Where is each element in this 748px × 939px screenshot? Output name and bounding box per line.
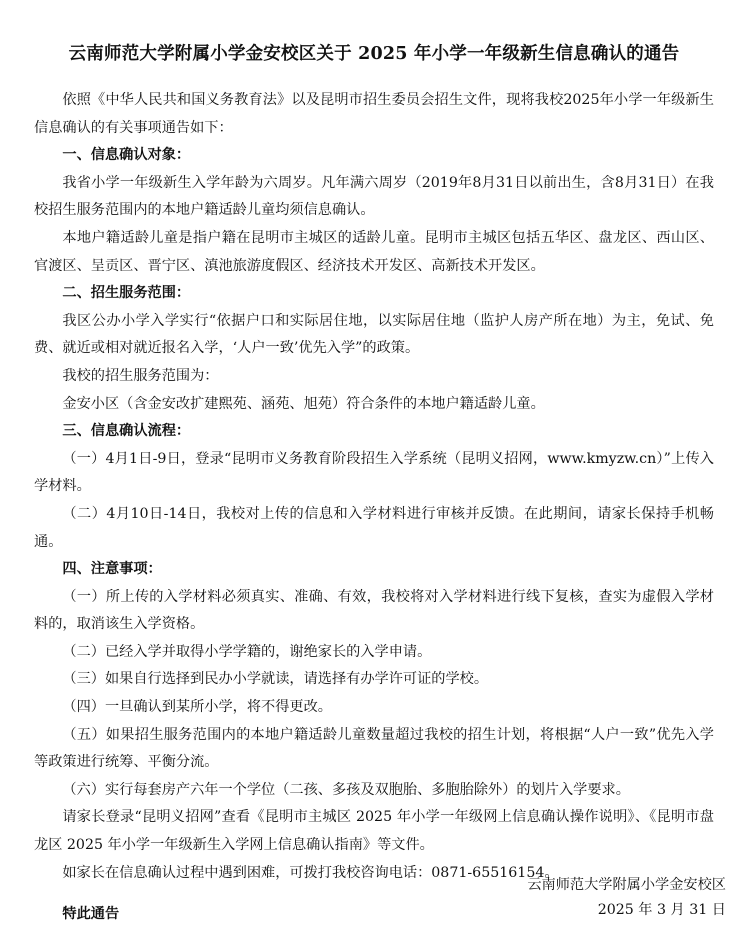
notice-body <box>34 87 714 929</box>
paragraph-area-intro: 我校的招生服务范围为： <box>62 367 219 384</box>
signature-block <box>527 873 726 923</box>
paragraph-age-requirement: 我省小学一年级新生入学年龄为六周岁。凡年满六周岁（2019年8月31日以前出生，含8月31日）在我校招生服务范围内的本地户籍适龄儿童均须信息确认。 <box>34 174 714 219</box>
signature-org: 云南师范大学附属小学金安校区 <box>527 877 726 893</box>
paragraph-note-hotline: 如家长在信息确认过程中遇到困难，可拨打我校咨询电话：0871-65516154。 <box>62 864 559 881</box>
paragraph-note-no-change: （四）一旦确认到某所小学，将不得更改。 <box>62 699 332 716</box>
section-heading-service-area: 二、招生服务范围： <box>62 285 191 302</box>
paragraph-note-website: 请家长登录“昆明义招网”查看《昆明市主城区 2025 年小学一年级网上信息确认操作说明》、《昆明市盘龙区 2025 年小学一年级新生入学网上信息确认指南》等文件。 <box>34 809 714 854</box>
section-heading-targets: 一、信息确认对象： <box>62 147 191 164</box>
paragraph-step-review: （二）4月10日-14日，我校对上传的信息和入学材料进行审核并反馈。在此期间，请家长保持手机畅通。 <box>34 505 714 550</box>
signature-date: 2025 年 3 月 31 日 <box>597 902 726 918</box>
section-heading-notes: 四、注意事项： <box>62 561 162 578</box>
paragraph-note-one-seat: （六）实行每套房产六年一个学位（二孩、多孩及双胞胎、多胞胎除外）的划片入学要求。 <box>62 781 630 798</box>
paragraph-note-private: （三）如果自行选择到民办小学就读，请选择有办学许可证的学校。 <box>62 671 489 688</box>
section-heading-process: 三、信息确认流程： <box>62 423 191 440</box>
notice-title: 云南师范大学附属小学金安校区关于 2025 年小学一年级新生信息确认的通告 <box>68 44 680 64</box>
intro-paragraph: 依照《中华人民共和国义务教育法》以及昆明市招生委员会招生文件，现将我校2025年小学一年级新生信息确认的有关事项通告如下： <box>34 92 714 136</box>
paragraph-policy: 我区公办小学入学实行“依据户口和实际居住地，以实际居住地（监护人房产所在地）为主，免试、免费、就近或相对就近报名入学，‘人户一致’优先入学”的政策。 <box>34 312 714 357</box>
paragraph-local-household: 本地户籍适龄儿童是指户籍在昆明市主城区的适龄儿童。昆明市主城区包括五华区、盘龙区、西山区、官渡区、呈贡区、晋宁区、滇池旅游度假区、经济技术开发区、高新技术开发区。 <box>34 229 714 274</box>
closing-text: 特此通告 <box>62 906 120 923</box>
paragraph-area-detail: 金安小区（含金安改扩建熙苑、涵苑、旭苑）符合条件的本地户籍适龄儿童。 <box>62 395 545 412</box>
paragraph-note-enrolled: （二）已经入学并取得小学学籍的，谢绝家长的入学申请。 <box>62 643 432 660</box>
paragraph-step-upload: （一）4月1日-9日，登录“昆明市义务教育阶段招生入学系统（昆明义招网，www.kmyzw.cn）”上传入学材料。 <box>34 450 714 495</box>
paragraph-note-overflow: （五）如果招生服务范围内的本地户籍适龄儿童数量超过我校的招生计划，将根据“人户一致”优先入学等政策进行统筹、平衡分流。 <box>34 726 714 771</box>
paragraph-note-authentic: （一）所上传的入学材料必须真实、准确、有效，我校将对入学材料进行线下复核，查实为虚假入学材料的，取消该生入学资格。 <box>34 588 714 633</box>
